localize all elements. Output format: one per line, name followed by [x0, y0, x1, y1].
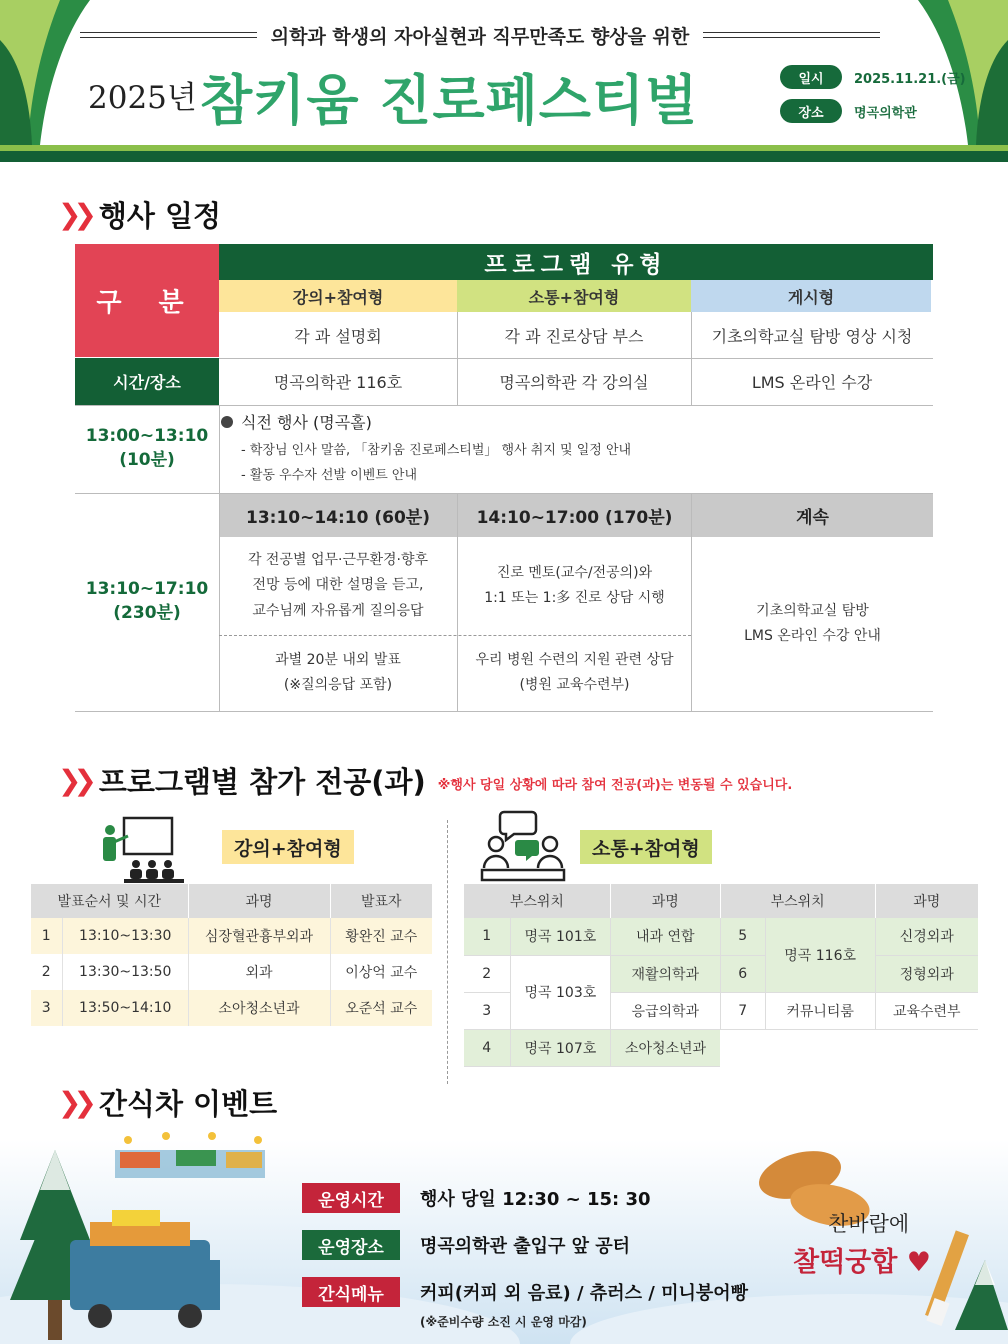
- chevron-right-icon: ❯❯: [58, 198, 89, 231]
- event-value: 커피(커피 외 음료) / 츄러스 / 미니붕어빵: [420, 1283, 749, 1304]
- table-header-row: [31, 884, 433, 918]
- event-label: 운영시간: [302, 1183, 400, 1213]
- table-row: 1 13:10~13:30 심장혈관흉부외과 황완진 교수: [31, 918, 433, 954]
- event-label: 운영장소: [302, 1230, 400, 1260]
- sub-header-communication: 14:10~17:00 (170분): [458, 493, 691, 537]
- date-value: 2025.11.21.(금): [854, 71, 966, 87]
- name-posting: 기초의학교실 탐방 영상 시청: [711, 326, 913, 346]
- communication-participants-table: [463, 884, 978, 1067]
- place-label: 장소: [780, 99, 842, 123]
- chevron-right-icon: ❯❯: [58, 764, 89, 797]
- table-row: 2 13:30~13:50 외과 이상억 교수: [31, 954, 433, 990]
- gubun-header: 구 분: [75, 244, 219, 357]
- event-value: 명곡의학관 출입구 앞 공터: [420, 1236, 631, 1257]
- hospital-consultation: 우리 병원 수련의 지원 관련 상담 (병원 교육수련부): [475, 651, 674, 693]
- slogan-line-1: 찬바람에: [828, 1212, 910, 1236]
- place-posting: LMS 온라인 수강: [751, 373, 873, 392]
- schedule-table: [75, 244, 933, 712]
- consultation-icon: [480, 810, 566, 884]
- participants-note: ※행사 당일 상황에 따라 참여 전공(과)는 변동될 수 있습니다.: [437, 778, 793, 793]
- date-label: 일시: [780, 65, 842, 89]
- place-value: 명곡의학관: [854, 105, 917, 121]
- name-communication: 각 과 진로상담 부스: [504, 326, 644, 346]
- place-communication: 명곡의학관 각 강의실: [499, 373, 649, 392]
- type-lecture: 강의+참여형: [219, 280, 457, 312]
- bullet-dot-icon: [221, 416, 233, 428]
- participants-section-title: ❯❯ 프로그램별 참가 전공(과) ※행사 당일 상황에 따라 참여 전공(과)는 변동될 수 있습니다.: [58, 764, 793, 799]
- header: [0, 0, 1008, 162]
- opening-item: - 학장님 인사 말씀, 「참키움 진로페스티벌」 행사 취지 및 일정 안내: [241, 443, 632, 458]
- lecture-description: 각 전공별 업무·근무환경·향후 전망 등에 대한 설명을 듣고, 교수님께 자유롭게 질의응답: [247, 552, 429, 619]
- event-label: 간식메뉴: [302, 1277, 400, 1307]
- table-header-row: 부스위치 과명 부스위치 과명: [464, 884, 979, 918]
- table-header: 발표순서 및 시간: [31, 884, 189, 918]
- table-row: 2 명곡 103호 재활의학과 6 정형외과: [464, 955, 979, 992]
- table-row: 3 13:50~14:10 소아청소년과 오준석 교수: [31, 990, 433, 1026]
- chevron-right-icon: ❯❯: [58, 1086, 89, 1119]
- lecture-badge: 강의+참여형: [222, 830, 354, 864]
- opening-time: 13:00~13:10: [85, 426, 209, 447]
- place-lecture: 명곡의학관 116호: [273, 373, 403, 392]
- event-value: 행사 당일 12:30 ~ 15: 30: [420, 1189, 651, 1210]
- main-time: 13:10~17:10: [85, 579, 209, 600]
- subtitle: 의학과 학생의 자아실현과 직무만족도 향상을 위한: [270, 25, 690, 48]
- opening-title: 식전 행사 (명곡홀): [241, 413, 372, 432]
- mentor-consultation: 진로 멘토(교수/전공의)와 1:1 또는 1:多 진로 상담 시행: [484, 564, 665, 606]
- schedule-section-title: ❯❯ 행사 일정: [58, 198, 222, 233]
- opening-time-cell: [75, 405, 219, 493]
- event-row: [302, 1277, 748, 1307]
- type-posting: 게시형: [691, 280, 931, 312]
- sub-header-lecture: 13:10~14:10 (60분): [219, 493, 457, 537]
- presenter-board-icon: [100, 816, 186, 886]
- sub-header-posting: 계속: [692, 493, 933, 537]
- year: 2025년: [88, 80, 197, 116]
- table-row: 1 명곡 101호 내과 연합 5 명곡 116호 신경외과: [464, 918, 979, 955]
- opening-item: - 활동 우수자 선발 이벤트 안내: [241, 468, 418, 483]
- type-communication: 소통+참여형: [457, 280, 691, 312]
- header-bottom-bar: [0, 145, 1008, 162]
- event-info: [780, 64, 980, 132]
- event-section-title: ❯❯ 간식차 이벤트: [58, 1086, 278, 1121]
- opening-ceremony: [221, 410, 921, 483]
- subtitle-line: [80, 22, 880, 48]
- table-row: 3 응급의학과 7 커뮤니티룸 교육수련부: [464, 992, 979, 1029]
- lecture-participants-table: [30, 884, 432, 1026]
- time-place-header: 시간/장소: [75, 358, 219, 405]
- basic-medicine-tour: 기초의학교실 탐방 LMS 온라인 수강 안내: [744, 602, 881, 644]
- main-title: 참키움 진로페스티벌: [200, 69, 699, 132]
- table-header: 과명: [188, 884, 330, 918]
- communication-badge: 소통+참여형: [580, 830, 712, 864]
- event-row: [302, 1183, 651, 1213]
- table-header: 발표자: [330, 884, 432, 918]
- table-row: 4 명곡 107호 소아청소년과: [464, 1029, 979, 1066]
- main-time-cell: [75, 493, 219, 711]
- lecture-presentation: 과별 20분 내외 발표 (※질의응답 포함): [275, 651, 401, 693]
- name-lecture: 각 과 설명회: [294, 326, 382, 346]
- main-duration: (230분): [113, 603, 181, 623]
- slogan-line-2: 찰떡궁합 ♥: [793, 1247, 931, 1278]
- column-divider: [447, 820, 448, 1084]
- event-note: (※준비수량 소진 시 운영 마감): [420, 1315, 587, 1329]
- opening-duration: (10분): [119, 450, 175, 470]
- event-row: [302, 1230, 630, 1260]
- program-type-header: 프로그램 유형: [219, 244, 933, 280]
